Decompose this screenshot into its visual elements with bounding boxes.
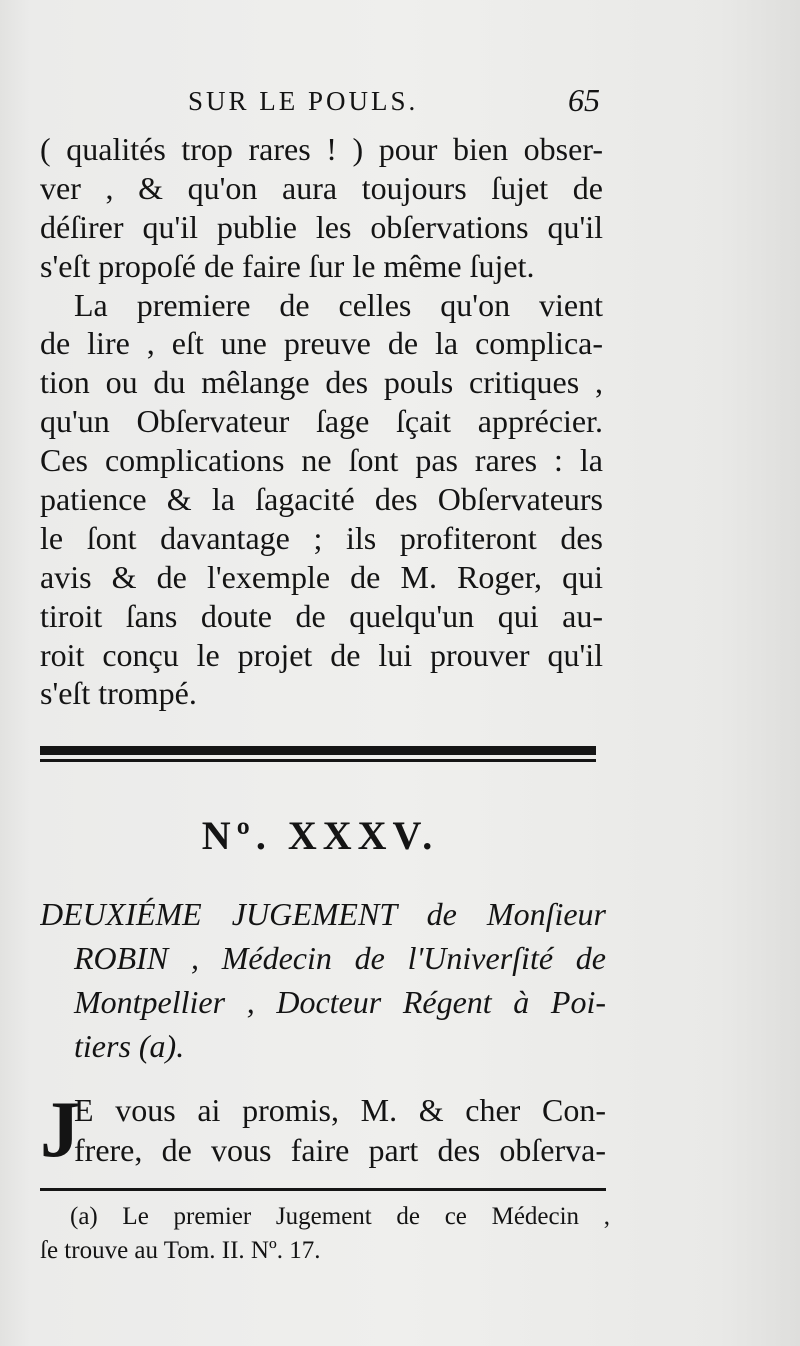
footnote-rule — [40, 1188, 606, 1191]
body-line: Ces complications ne ſont pas rares : la — [40, 442, 603, 479]
divider-thick-rule — [40, 746, 596, 755]
body-line: avis & de l'exemple de M. Roger, qui — [40, 558, 603, 595]
body-line: E vous ai promis, M. & cher Con- — [74, 1092, 606, 1128]
title-line: DEUXIÉME JUGEMENT de Monſieur — [40, 896, 606, 932]
title-line: tiers (a). — [74, 1028, 185, 1064]
title-line: Montpellier , Docteur Régent à Poi- — [74, 984, 606, 1020]
body-line: patience & la ſagacité des Obſervateurs — [40, 481, 603, 518]
body-line: s'eſt trompé. — [40, 675, 197, 712]
body-line: de lire , eſt une preuve de la complica- — [40, 325, 603, 362]
body-line: qu'un Obſervateur ſage ſçait apprécier. — [40, 403, 603, 440]
running-title: SUR LE POULS. — [188, 86, 419, 116]
section-title — [40, 892, 606, 1068]
body-line: La premiere de celles qu'on vient — [74, 286, 603, 323]
body-line: tiroit ſans doute de quelqu'un qui au- — [40, 597, 603, 634]
opening-paragraph — [40, 1086, 606, 1174]
body-text — [40, 130, 603, 713]
footnote-line: (a) Le premier Jugement de ce Médecin , — [70, 1203, 610, 1230]
body-line: tion ou du mêlange des pouls critiques , — [40, 364, 603, 401]
body-line: frere, de vous faire part des obſerva- — [74, 1132, 606, 1168]
body-line: roit conçu le projet de lui prouver qu'il — [40, 636, 603, 673]
footnote — [40, 1200, 610, 1268]
drop-cap: J — [40, 1086, 80, 1174]
body-line: déſirer qu'il publie les obſervations qu'il — [40, 208, 603, 245]
running-head — [40, 82, 600, 126]
section-divider — [40, 746, 596, 762]
page-number: 65 — [568, 82, 600, 118]
divider-thin-rule — [40, 759, 596, 762]
body-line: ( qualités trop rares ! ) pour bien obser- — [40, 131, 603, 167]
body-line: s'eſt propoſé de faire ſur le même ſujet. — [40, 247, 535, 284]
footnote-line: ſe trouve au Tom. II. Nº. 17. — [40, 1237, 321, 1264]
title-line: ROBIN , Médecin de l'Univerſité de — [74, 940, 606, 976]
section-number: Nº. XXXV. — [201, 813, 439, 858]
body-line: ver , & qu'on aura toujours ſujet de — [40, 169, 603, 206]
body-line: le ſont davantage ; ils profiteront des — [40, 519, 603, 556]
